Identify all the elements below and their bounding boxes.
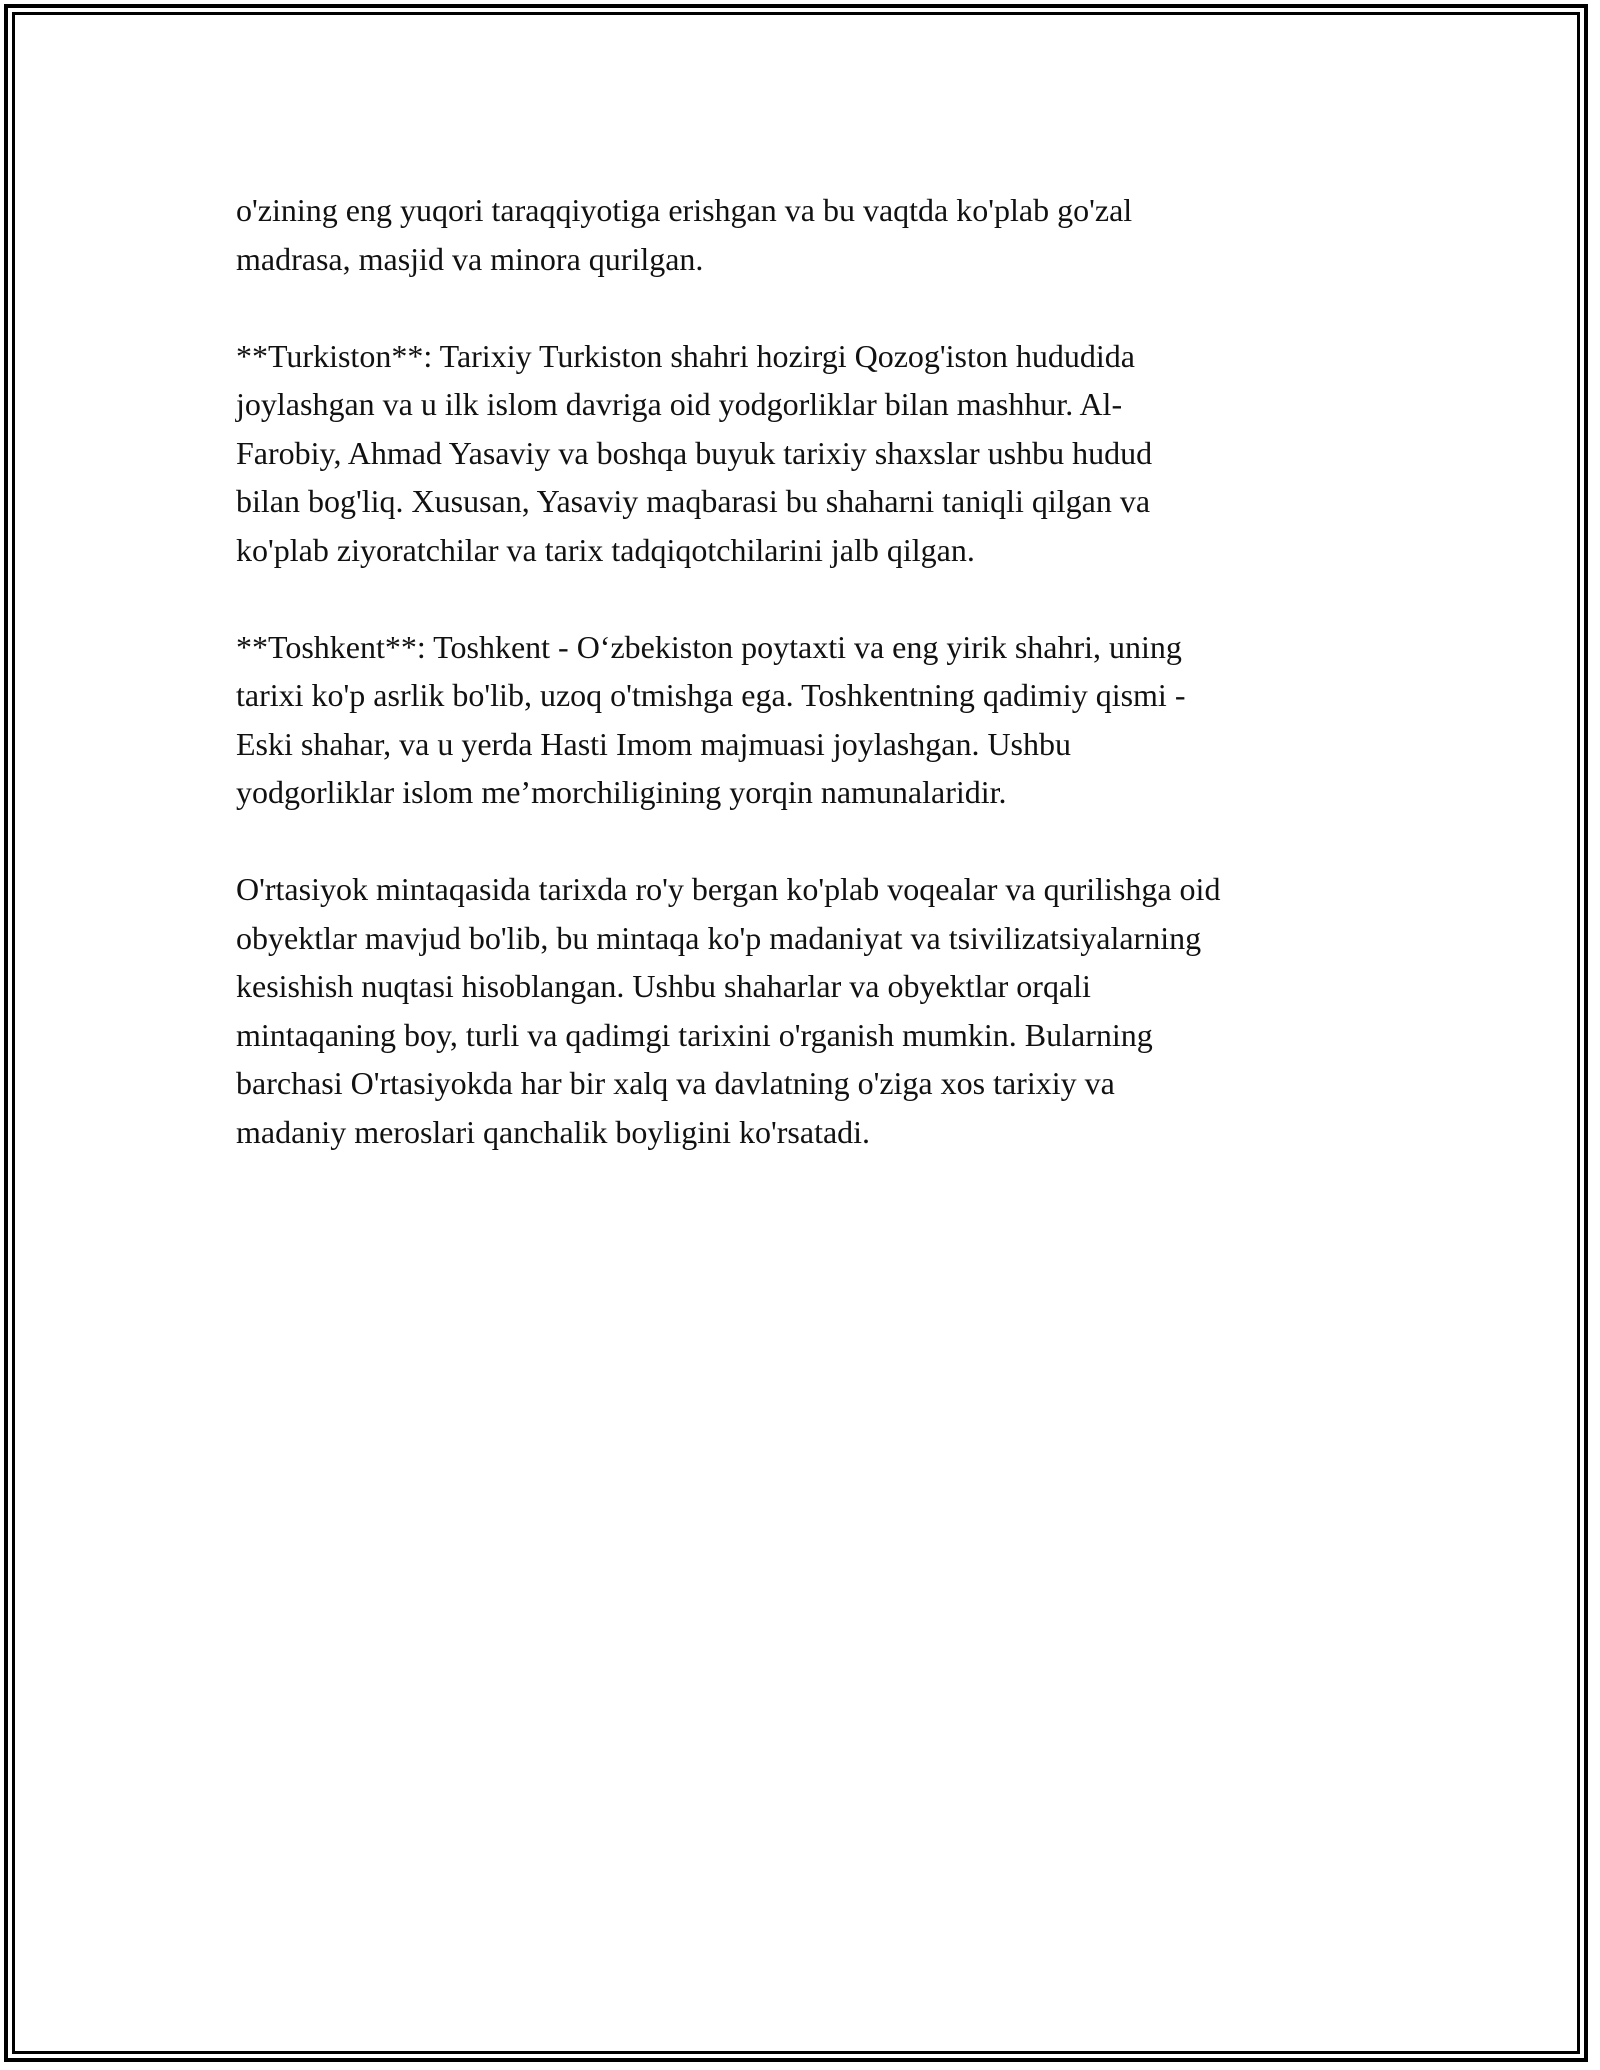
paragraph-intro-continuation <box>236 186 1396 283</box>
text-line: mintaqaning boy, turli va qadimgi tarixini o'rganish mumkin. Bularning <box>236 1016 1153 1053</box>
text-line: obyektlar mavjud bo'lib, bu mintaqa ko'p madaniyat va tsivilizatsiyalarning <box>236 919 1202 956</box>
text-line: barchasi O'rtasiyokda har bir xalq va davlatning o'ziga xos tarixiy va <box>236 1065 1115 1101</box>
text-line: **Toshkent**: Toshkent - O‘zbekiston poytaxti va eng yirik shahri, uning <box>236 628 1182 665</box>
paragraph-conclusion <box>236 865 1396 1156</box>
text-line: ko'plab ziyoratchilar va tarix tadqiqotchilarini jalb qilgan. <box>236 531 975 568</box>
text-line: madaniy meroslari qanchalik boyligini ko'rsatadi. <box>236 1113 871 1150</box>
text-line: **Turkiston**: Tarixiy Turkiston shahri hozirgi Qozog'iston hududida <box>236 337 1135 374</box>
text-line: bilan bog'liq. Xususan, Yasaviy maqbarasi bu shaharni taniqli qilgan va <box>236 483 1151 519</box>
text-line: Eski shahar, va u yerda Hasti Imom majmuasi joylashgan. Ushbu <box>236 725 1071 762</box>
text-line: yodgorliklar islom me’morchiligining yorqin namunalaridir. <box>236 774 1007 810</box>
text-line: kesishish nuqtasi hisoblangan. Ushbu shaharlar va obyektlar orqali <box>236 968 1091 1004</box>
text-line: tarixi ko'p asrlik bo'lib, uzoq o'tmishga ega. Toshkentning qadimiy qismi - <box>236 677 1186 713</box>
text-line: madrasa, masjid va minora qurilgan. <box>236 240 704 277</box>
paragraph-turkiston <box>236 332 1396 575</box>
text-line: joylashgan va u ilk islom davriga oid yodgorliklar bilan mashhur. Al- <box>236 386 1123 422</box>
document-body <box>236 186 1396 1205</box>
text-line: Farobiy, Ahmad Yasaviy va boshqa buyuk tarixiy shaxslar ushbu hudud <box>236 434 1153 471</box>
text-line: O'rtasiyok mintaqasida tarixda ro'y bergan ko'plab voqealar va qurilishga oid <box>236 871 1221 907</box>
text-line: o'zining eng yuqori taraqqiyotiga erishgan va bu vaqtda ko'plab go'zal <box>236 192 1133 228</box>
paragraph-toshkent <box>236 623 1396 817</box>
